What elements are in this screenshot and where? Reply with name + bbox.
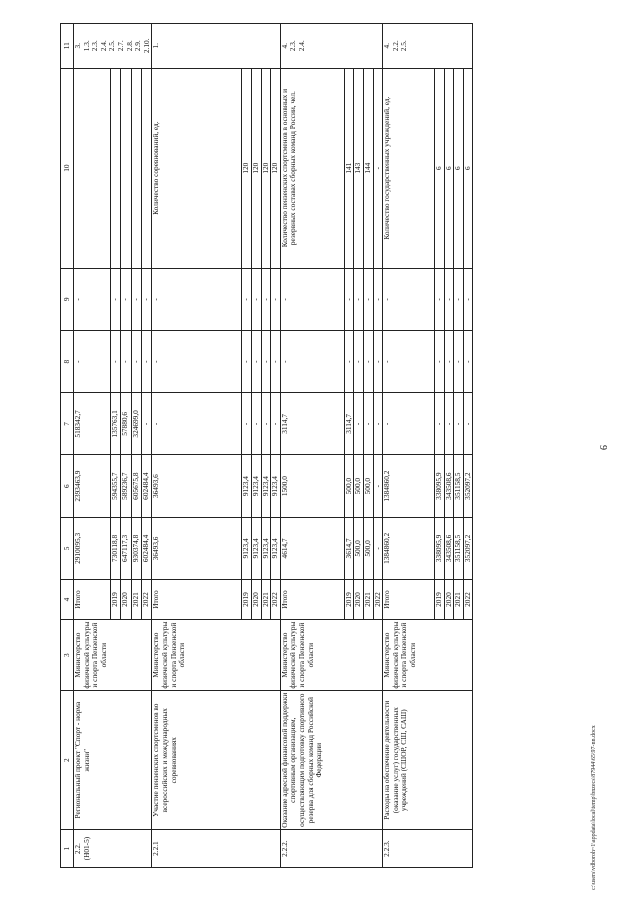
year-col10: 120 bbox=[242, 68, 252, 268]
table-body bbox=[61, 24, 473, 868]
total-col8: - bbox=[280, 330, 344, 392]
year-col9: - bbox=[454, 268, 464, 330]
year-col10 bbox=[121, 68, 131, 268]
year-col7: 3114,7 bbox=[344, 393, 354, 455]
year-col9: - bbox=[444, 268, 454, 330]
year-col10 bbox=[131, 68, 141, 268]
item-name: Участие пензенских спортсменов во всероссийских и международных соревнованиях bbox=[152, 691, 280, 830]
year-col9: - bbox=[121, 268, 131, 330]
year-col5: 338095,9 bbox=[435, 517, 445, 579]
total-col9: - bbox=[383, 268, 435, 330]
year-col8: - bbox=[251, 330, 261, 392]
year-col10: 120 bbox=[261, 68, 271, 268]
program-activities-table bbox=[60, 23, 473, 868]
total-col6: 2393463,9 bbox=[74, 455, 111, 517]
year-col6: 351158,5 bbox=[454, 455, 464, 517]
year-col8: - bbox=[435, 330, 445, 392]
year-col5: 930374,8 bbox=[131, 517, 141, 579]
year-col5: 730118,8 bbox=[110, 517, 120, 579]
total-col7: - bbox=[152, 393, 242, 455]
total-col7: 3114,7 bbox=[280, 393, 344, 455]
year-col5: 9123,4 bbox=[271, 517, 281, 579]
year-col9: - bbox=[344, 268, 354, 330]
year-col6: 589236,7 bbox=[121, 455, 131, 517]
col-header-10: 10 bbox=[61, 68, 74, 268]
total-col8: - bbox=[74, 330, 111, 392]
indicator-name: Количество пензенских спортсменов в основных и резервных составах сборных команд России, чел. bbox=[280, 68, 344, 268]
total-col6: 1500,0 bbox=[280, 455, 344, 517]
total-col6: 1384860,2 bbox=[383, 455, 435, 517]
year-col8: - bbox=[271, 330, 281, 392]
year-cell: 2019 bbox=[110, 580, 120, 620]
year-col5: 647117,3 bbox=[121, 517, 131, 579]
block-total-row bbox=[280, 24, 344, 868]
year-cell: 2022 bbox=[141, 580, 151, 620]
year-col8: - bbox=[131, 330, 141, 392]
year-col6: 9123,4 bbox=[271, 455, 281, 517]
page-number: 9 bbox=[597, 445, 608, 450]
year-cell: 2020 bbox=[354, 580, 364, 620]
year-col8: - bbox=[121, 330, 131, 392]
total-label: Итого bbox=[383, 580, 435, 620]
year-col7: 135763,1 bbox=[110, 393, 120, 455]
year-col6: 500,0 bbox=[344, 455, 354, 517]
year-cell: 2020 bbox=[251, 580, 261, 620]
item-name: Региональный проект "Спорт - норма жизни" bbox=[74, 691, 152, 830]
year-col5: 3614,7 bbox=[344, 517, 354, 579]
year-col5: 500,0 bbox=[354, 517, 364, 579]
year-col5: 9123,4 bbox=[261, 517, 271, 579]
year-col9: - bbox=[141, 268, 151, 330]
year-col7: - bbox=[251, 393, 261, 455]
total-label: Итого bbox=[280, 580, 344, 620]
item-name: Расходы на обеспечение деятельности (оказание услуг) государственных учреждений (СШОР, СШ, САШ) bbox=[383, 691, 473, 830]
col-header-8: 8 bbox=[61, 330, 74, 392]
year-cell: 2019 bbox=[435, 580, 445, 620]
col-header-11: 11 bbox=[61, 24, 74, 69]
year-col8: - bbox=[344, 330, 354, 392]
total-col8: - bbox=[152, 330, 242, 392]
year-col7: - bbox=[363, 393, 373, 455]
col-header-9: 9 bbox=[61, 268, 74, 330]
year-col6: 594355,7 bbox=[110, 455, 120, 517]
year-col6: 605675,8 bbox=[131, 455, 141, 517]
year-col6: - bbox=[373, 455, 383, 517]
rotated-table-container bbox=[60, 23, 588, 868]
year-col7: - bbox=[463, 393, 473, 455]
responsible-ministry: Министерство физической культуры и спорта Пензенской области bbox=[152, 620, 280, 691]
year-col7: - bbox=[141, 393, 151, 455]
total-col5: 1384860,2 bbox=[383, 517, 435, 579]
total-label: Итого bbox=[152, 580, 242, 620]
block-total-row bbox=[74, 24, 111, 868]
year-col7: 57880,6 bbox=[121, 393, 131, 455]
year-col10: 144 bbox=[363, 68, 373, 268]
year-col6: 352097,2 bbox=[463, 455, 473, 517]
year-col8: - bbox=[242, 330, 252, 392]
indicator-name: Количество государственных учреждений, ед. bbox=[383, 68, 435, 268]
year-col8: - bbox=[454, 330, 464, 392]
col-header-2: 2 bbox=[61, 691, 74, 830]
year-col5: 9123,4 bbox=[251, 517, 261, 579]
year-col6: 338095,9 bbox=[435, 455, 445, 517]
year-cell: 2020 bbox=[444, 580, 454, 620]
total-col5: 2910095,3 bbox=[74, 517, 111, 579]
year-col5: 352097,2 bbox=[463, 517, 473, 579]
year-col7: - bbox=[444, 393, 454, 455]
year-col8: - bbox=[463, 330, 473, 392]
year-col7: - bbox=[242, 393, 252, 455]
year-col10: 120 bbox=[271, 68, 281, 268]
indicator-name bbox=[74, 68, 111, 268]
col-header-7: 7 bbox=[61, 393, 74, 455]
year-col9: - bbox=[363, 268, 373, 330]
year-col9: - bbox=[435, 268, 445, 330]
year-col7: - bbox=[373, 393, 383, 455]
year-col7: - bbox=[454, 393, 464, 455]
year-cell: 2019 bbox=[344, 580, 354, 620]
responsible-ministry: Министерство физической культуры и спорта Пензенской области bbox=[383, 620, 473, 691]
year-col10 bbox=[141, 68, 151, 268]
block-total-row bbox=[152, 24, 242, 868]
year-cell: 2021 bbox=[131, 580, 141, 620]
year-col9: - bbox=[131, 268, 141, 330]
col-header-4: 4 bbox=[61, 580, 74, 620]
col-header-1: 1 bbox=[61, 830, 74, 868]
year-col10: 6 bbox=[444, 68, 454, 268]
col-header-3: 3 bbox=[61, 620, 74, 691]
year-col8: - bbox=[444, 330, 454, 392]
year-col10: 120 bbox=[251, 68, 261, 268]
year-col9: - bbox=[271, 268, 281, 330]
year-col7: - bbox=[271, 393, 281, 455]
year-cell: 2019 bbox=[242, 580, 252, 620]
year-col9: - bbox=[354, 268, 364, 330]
indicator-name: Количество соревнований, ед. bbox=[152, 68, 242, 268]
year-col8: - bbox=[261, 330, 271, 392]
item-number: 2.2.3. bbox=[383, 830, 473, 868]
year-col9: - bbox=[242, 268, 252, 330]
year-col10: 6 bbox=[435, 68, 445, 268]
total-col5: 4614,7 bbox=[280, 517, 344, 579]
year-cell: 2022 bbox=[271, 580, 281, 620]
indicator-refs: 4. 2.3. 2.4. bbox=[280, 24, 382, 69]
total-col7: 518342,7 bbox=[74, 393, 111, 455]
total-label: Итого bbox=[74, 580, 111, 620]
year-col5: 343508,6 bbox=[444, 517, 454, 579]
indicator-refs: 4. 2.2. 2.5. bbox=[383, 24, 473, 69]
year-col6: 9123,4 bbox=[261, 455, 271, 517]
year-col8: - bbox=[363, 330, 373, 392]
year-col9: - bbox=[251, 268, 261, 330]
item-number: 2.2. (Н01-5) bbox=[74, 830, 152, 868]
total-col8: - bbox=[383, 330, 435, 392]
year-col6: 602484,4 bbox=[141, 455, 151, 517]
header-row bbox=[61, 24, 74, 868]
item-name: Оказание адресной финансовой поддержки спортивным организациям, осуществляющим подготовку спортивного резерва для сборных команд Российской Федерации bbox=[280, 691, 382, 830]
year-cell: 2021 bbox=[363, 580, 373, 620]
file-path-footer: c:\users\vdboroh~1\appdata\local\temp\bnzecs\87944\65\97-nn.docx bbox=[591, 725, 597, 890]
year-col10: 6 bbox=[463, 68, 473, 268]
year-cell: 2020 bbox=[121, 580, 131, 620]
total-col6: 36493,6 bbox=[152, 455, 242, 517]
year-col6: 500,0 bbox=[363, 455, 373, 517]
year-col9: - bbox=[110, 268, 120, 330]
year-col7: - bbox=[354, 393, 364, 455]
year-cell: 2021 bbox=[454, 580, 464, 620]
indicator-refs: 1. bbox=[152, 24, 280, 69]
year-cell: 2022 bbox=[373, 580, 383, 620]
year-col5: 500,0 bbox=[363, 517, 373, 579]
year-col7: 324699,0 bbox=[131, 393, 141, 455]
year-cell: 2022 bbox=[463, 580, 473, 620]
year-col10: - bbox=[373, 68, 383, 268]
year-col5: 602484,4 bbox=[141, 517, 151, 579]
year-col7: - bbox=[261, 393, 271, 455]
year-col5: - bbox=[373, 517, 383, 579]
year-col10: 141 bbox=[344, 68, 354, 268]
year-col10 bbox=[110, 68, 120, 268]
total-col9: - bbox=[152, 268, 242, 330]
year-col6: 500,0 bbox=[354, 455, 364, 517]
year-col8: - bbox=[110, 330, 120, 392]
year-col8: - bbox=[354, 330, 364, 392]
year-col6: 343508,6 bbox=[444, 455, 454, 517]
total-col9: - bbox=[74, 268, 111, 330]
year-col10: 6 bbox=[454, 68, 464, 268]
responsible-ministry: Министерство физической культуры и спорта Пензенской области bbox=[74, 620, 152, 691]
year-col5: 351158,5 bbox=[454, 517, 464, 579]
item-number: 2.2.1 bbox=[152, 830, 280, 868]
responsible-ministry: Министерство физической культуры и спорта Пензенской области bbox=[280, 620, 382, 691]
year-col9: - bbox=[261, 268, 271, 330]
item-number: 2.2.2. bbox=[280, 830, 382, 868]
year-col7: - bbox=[435, 393, 445, 455]
year-col6: 9123,4 bbox=[251, 455, 261, 517]
total-col7: - bbox=[383, 393, 435, 455]
year-col8: - bbox=[373, 330, 383, 392]
year-col9: - bbox=[463, 268, 473, 330]
indicator-refs: 3. 1.3. 2.3. 2.4. 2.5. 2.7. 2.8. 2.9. 2.10. bbox=[74, 24, 152, 69]
year-cell: 2021 bbox=[261, 580, 271, 620]
total-col5: 36493,6 bbox=[152, 517, 242, 579]
col-header-6: 6 bbox=[61, 455, 74, 517]
year-col6: 9123,4 bbox=[242, 455, 252, 517]
block-total-row bbox=[383, 24, 435, 868]
year-col5: 9123,4 bbox=[242, 517, 252, 579]
year-col10: 143 bbox=[354, 68, 364, 268]
year-col8: - bbox=[141, 330, 151, 392]
year-col9: - bbox=[373, 268, 383, 330]
total-col9: - bbox=[280, 268, 344, 330]
col-header-5: 5 bbox=[61, 517, 74, 579]
